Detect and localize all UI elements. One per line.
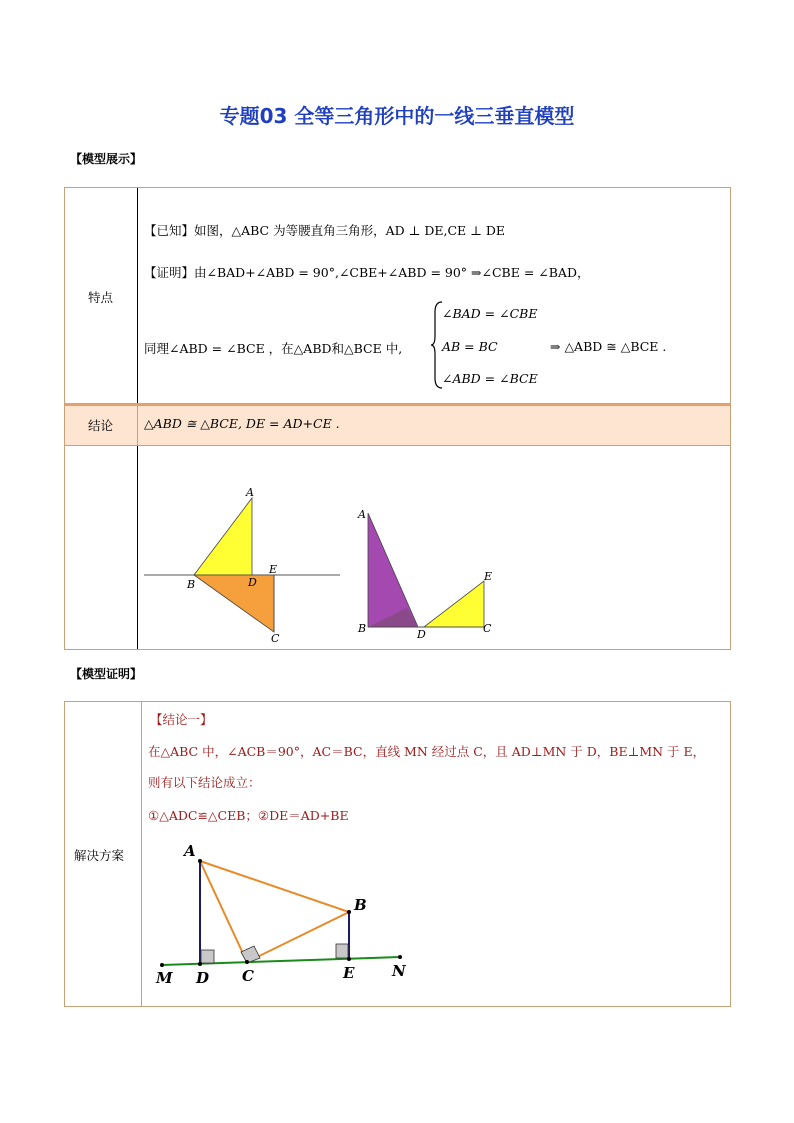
fig1-label-a: A [246,486,254,499]
fig1-label-d: D [248,576,257,589]
brace-result: ⇒ △ABD ≅ △BCE . [550,339,667,354]
brace-item-3: ∠ABD = ∠BCE [442,371,538,386]
proof-statement-line2: 则有以下结论成立： [148,775,261,790]
proof-statement-line1: 在△ABC 中，∠ACB＝90°，AC＝BC，直线 MN 经过点 C，且 AD⊥MN 于 D，BE⊥MN 于 E， [148,744,706,759]
brace-item-1: ∠BAD = ∠CBE [442,306,538,321]
fig1-label-c: C [271,632,280,645]
fig1-label-e: E [269,563,278,576]
section-label-model-proof: 【模型证明】 [70,667,143,681]
fig2-label-d: D [417,628,426,641]
row-label-solution: 解决方案 [74,848,125,863]
fig3-label-m: M [156,969,173,987]
page-title: 专题03 全等三角形中的一线三垂直模型 [219,104,575,128]
row-label-conclusion: 结论 [88,418,114,433]
proof-statement-line3: ①△ADC≌△CEB；②DE＝AD+BE [148,808,349,823]
figure-model-2 [360,505,500,635]
fig3-label-a: A [184,842,196,860]
fig2-label-e: E [484,570,493,583]
conclusion-text: △ABD ≅ △BCE, DE = AD+CE . [144,416,340,431]
fig3-label-d: D [196,969,210,987]
fig3-label-b: B [354,896,367,914]
fig3-label-e: E [343,964,355,982]
figure-proof [150,840,420,990]
brace-item-2: AB = BC [442,339,498,354]
section-label-model-display: 【模型展示】 [70,152,143,166]
known-text: 【已知】如图，△ABC 为等腰直角三角形，AD ⊥ DE,CE ⊥ DE [144,223,506,238]
fig3-label-c: C [242,967,254,985]
fig2-label-c: C [483,622,492,635]
figure-model-1 [140,480,350,645]
conclusion-one-title: 【结论一】 [150,712,213,727]
proof-line-1: 【证明】由∠BAD+∠ABD = 90°,∠CBE+∠ABD = 90° ⇒∠CBE = ∠BAD， [144,265,590,280]
fig1-label-b: B [187,578,196,591]
proof-line-2: 同理∠ABD = ∠BCE ，在△ABD和△BCE 中, [144,341,403,356]
row-label-features: 特点 [88,290,114,305]
fig2-label-b: B [358,622,367,635]
fig3-label-n: N [392,962,406,980]
fig2-label-a: A [358,508,366,521]
